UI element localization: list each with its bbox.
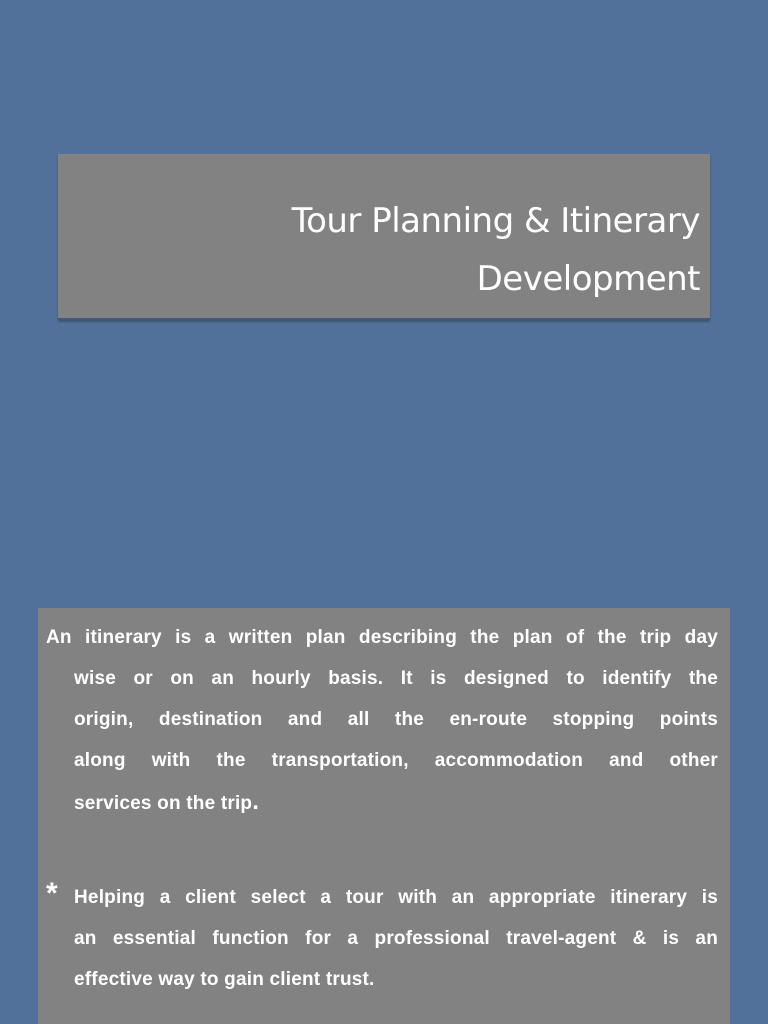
bullet-line: Helping a client select a tour with an appropriate itinerary is [74, 887, 718, 908]
slide-title [292, 192, 700, 308]
bullet-line: an essential function for a professional travel-agent & is an [74, 928, 718, 949]
paragraph-line: along with the transportation, accommodation and other [74, 750, 718, 771]
paragraph-line [46, 781, 718, 824]
bullet-item [46, 877, 718, 1000]
paragraph-line: wise or on an hourly basis. It is designed to identify the [74, 668, 718, 689]
slide-title-line-2: Development [476, 259, 700, 299]
paragraph-end-period: . [252, 788, 260, 815]
bullet-line: effective way to gain client trust. [74, 969, 375, 990]
paragraph-line-text: services on the trip [74, 793, 253, 814]
title-banner [58, 154, 710, 320]
paragraph-line: origin, destination and all the en-route stopping points [74, 709, 718, 730]
paragraph-line: An itinerary is a written plan describing the plan of the trip day [46, 627, 718, 648]
definition-paragraph [46, 617, 718, 824]
slide-title-line-1: Tour Planning & Itinerary [291, 201, 700, 241]
bullet-asterisk-icon: * [46, 877, 58, 910]
